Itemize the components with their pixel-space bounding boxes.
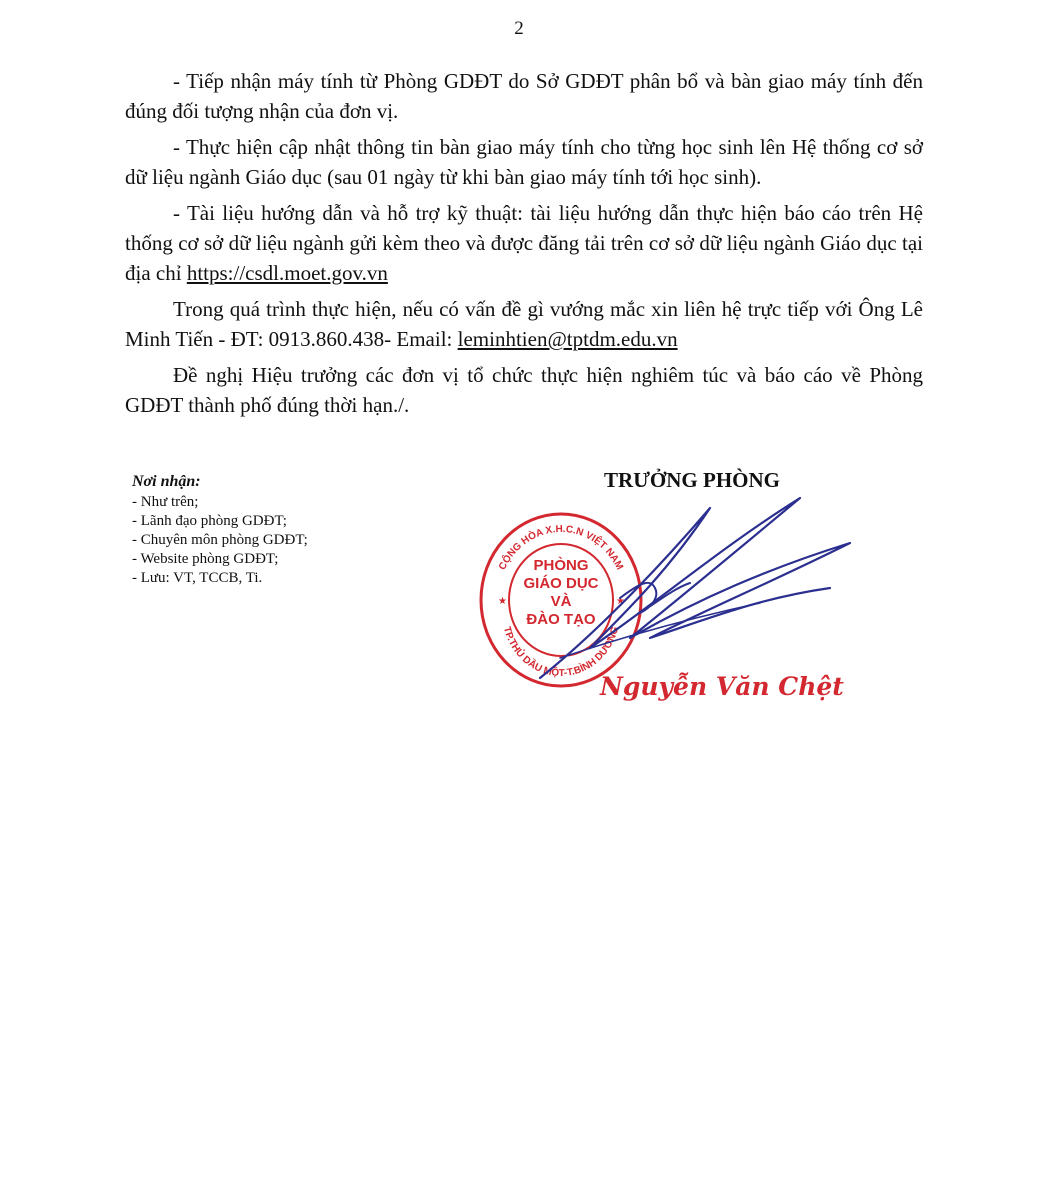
seal-line-4: ĐÀO TẠO: [526, 611, 596, 628]
contact-email-link[interactable]: leminhtien@tptdm.edu.vn: [457, 327, 678, 351]
seal-line-2: GIÁO DỤC: [523, 575, 599, 592]
seal-outer-top-text: CỘNG HÒA X.H.C.N VIỆT NAM: [497, 523, 625, 572]
csdl-website-link[interactable]: https://csdl.moet.gov.vn: [186, 261, 388, 285]
seal-star-icon: ★: [616, 596, 625, 607]
paragraph-contact: [125, 294, 923, 354]
recipient-item: - Lưu: VT, TCCB, Ti.: [132, 570, 263, 586]
signer-title: TRƯỞNG PHÒNG: [604, 468, 780, 492]
paragraph-documentation: [125, 198, 923, 288]
recipient-item: - Website phòng GDĐT;: [132, 551, 279, 567]
paragraph-update-info: - Thực hiện cập nhật thông tin bàn giao máy tính cho từng học sinh lên Hệ thống cơ sở dữ liệu ngành Giáo dục (sau 01 ngày từ khi bàn giao máy tính tới học sinh).: [125, 135, 923, 189]
recipient-item: - Chuyên môn phòng GDĐT;: [132, 532, 308, 548]
seal-star-icon: ★: [498, 596, 507, 607]
seal-outer-bottom-text: TP.THỦ DẦU MỘT-T.BÌNH DƯƠNG: [500, 625, 622, 680]
document-body: [125, 66, 923, 426]
recipients-block: [132, 472, 452, 588]
signer-name: Nguyễn Văn Chệt: [600, 672, 844, 701]
handwritten-signature: [500, 488, 860, 698]
page-number: 2: [514, 18, 524, 39]
paragraph-contact-text: Trong quá trình thực hiện, nếu có vấn đề gì vướng mắc xin liên hệ trực tiếp với Ông Lê Minh Tiến - ĐT: 0913.860.438- Email:: [125, 297, 923, 351]
recipient-item: - Như trên;: [132, 494, 199, 510]
seal-line-1: PHÒNG: [533, 557, 589, 574]
recipient-item: - Lãnh đạo phòng GDĐT;: [132, 513, 287, 529]
paragraph-documentation-text: - Tài liệu hướng dẫn và hỗ trợ kỹ thuật: tài liệu hướng dẫn thực hiện báo cáo trên Hệ thống cơ sở dữ liệu ngành gửi kèm theo và được đăng tải trên cơ sở dữ liệu ngành Giáo dục tại địa chỉ: [125, 201, 923, 285]
paragraph-request: Đề nghị Hiệu trưởng các đơn vị tổ chức thực hiện nghiêm túc và báo cáo về Phòng GDĐT thành phố đúng thời hạn./.: [125, 363, 923, 417]
seal-line-3: VÀ: [550, 593, 572, 610]
paragraph-receive-computers: - Tiếp nhận máy tính từ Phòng GDĐT do Sở GDĐT phân bổ và bàn giao máy tính đến đúng đối tượng nhận của đơn vị.: [125, 69, 923, 123]
recipients-title: Nơi nhận:: [132, 473, 201, 490]
recipients-list: [132, 493, 452, 588]
